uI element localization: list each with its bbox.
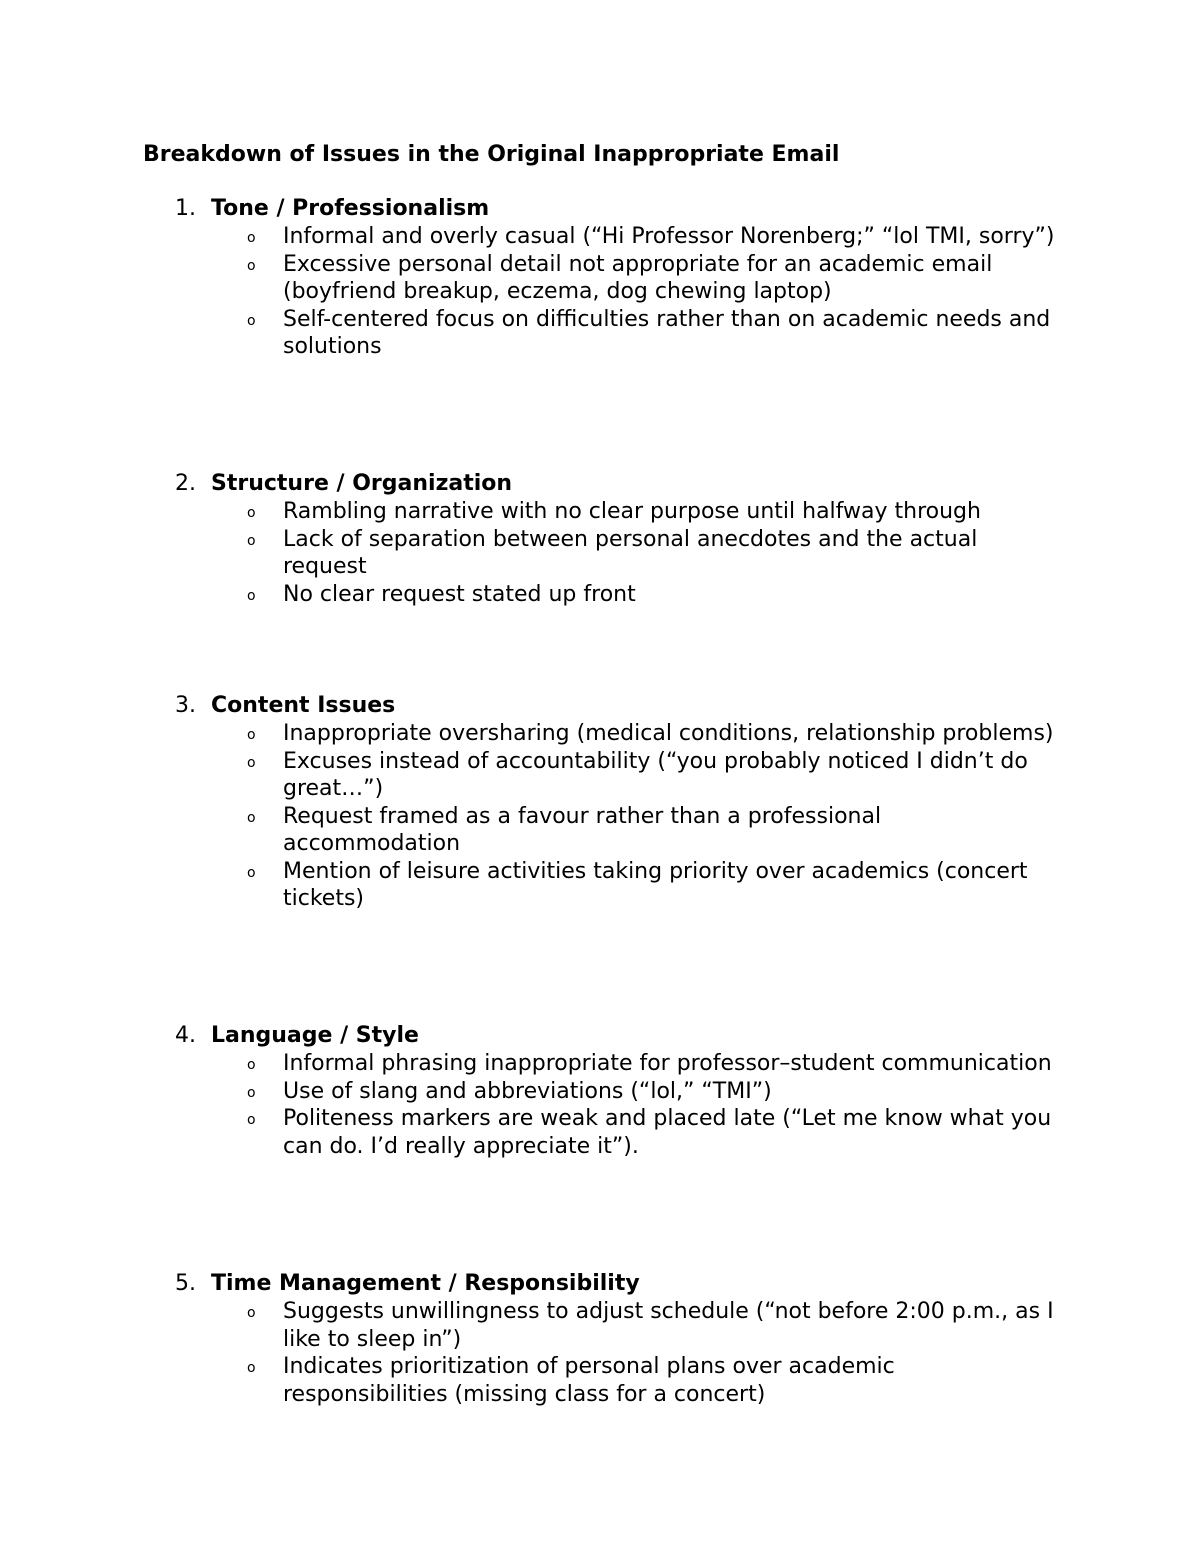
section-heading <box>175 1022 1075 1050</box>
bullet-text: Use of slang and abbreviations (“lol,” “TMI”) <box>283 1078 772 1104</box>
section-number: 2. <box>175 471 196 496</box>
list-item <box>175 720 1075 748</box>
list-item <box>175 858 1075 913</box>
list-item <box>175 1298 1075 1353</box>
section-heading <box>175 692 1075 720</box>
list-item <box>175 1105 1075 1160</box>
bullet-list <box>175 1050 1075 1160</box>
bullet-text: Self-centered focus on difficulties rather than on academic needs and solutions <box>283 306 1051 359</box>
section-title: Structure / Organization <box>211 471 513 496</box>
bullet-list <box>175 223 1075 361</box>
section-content-issues <box>175 692 1075 913</box>
section-title: Content Issues <box>211 693 396 718</box>
bullet-text: No clear request stated up front <box>283 581 636 607</box>
bullet-text: Lack of separation between personal anecdotes and the actual request <box>283 526 978 579</box>
bullet-text: Politeness markers are weak and placed late (“Let me know what you can do. I’d really appreciate it”). <box>283 1106 1052 1159</box>
list-item <box>175 581 1075 609</box>
section-title: Language / Style <box>211 1023 419 1048</box>
section-language-style <box>175 1022 1075 1160</box>
list-item <box>175 1353 1075 1408</box>
list-item <box>175 223 1075 251</box>
bullet-marker-icon: o <box>247 754 256 771</box>
bullet-marker-icon: o <box>247 230 256 246</box>
bullet-text: Excessive personal detail not appropriate for an academic email (boyfriend breakup, eczema, dog chewing laptop) <box>283 251 993 304</box>
section-number: 3. <box>175 693 196 718</box>
bullet-marker-icon: o <box>247 257 256 274</box>
bullet-marker-icon: o <box>247 312 256 329</box>
section-number: 5. <box>175 1271 196 1296</box>
section-number: 1. <box>175 196 196 221</box>
bullet-text: Excuses instead of accountability (“you probably noticed I didn’t do great…”) <box>283 748 1028 801</box>
document-title: Breakdown of Issues in the Original Inappropriate Email <box>143 142 840 167</box>
bullet-text: Rambling narrative with no clear purpose until halfway through <box>283 499 981 524</box>
section-heading <box>175 1270 1075 1298</box>
bullet-list <box>175 498 1075 608</box>
section-heading <box>175 470 1075 498</box>
section-title: Time Management / Responsibility <box>211 1271 640 1296</box>
bullet-marker-icon: o <box>247 1112 256 1128</box>
bullet-marker-icon: o <box>247 1057 256 1073</box>
bullet-marker-icon: o <box>247 532 256 549</box>
section-structure-organization <box>175 470 1075 608</box>
bullet-marker-icon: o <box>247 587 256 604</box>
list-item <box>175 803 1075 858</box>
bullet-text: Suggests unwillingness to adjust schedule (“not before 2:00 p.m., as I like to sleep in”) <box>283 1299 1054 1352</box>
list-item <box>175 498 1075 526</box>
list-item <box>175 526 1075 581</box>
section-number: 4. <box>175 1023 196 1048</box>
bullet-marker-icon: o <box>247 505 256 521</box>
list-item <box>175 1078 1075 1106</box>
bullet-list <box>175 1298 1075 1408</box>
bullet-marker-icon: o <box>247 1305 256 1321</box>
bullet-text: Informal and overly casual (“Hi Professor Norenberg;” “lol TMI, sorry”) <box>283 224 1055 249</box>
bullet-list <box>175 720 1075 913</box>
list-item <box>175 1050 1075 1078</box>
bullet-marker-icon: o <box>247 864 256 881</box>
list-item <box>175 251 1075 306</box>
bullet-text: Mention of leisure activities taking priority over academics (concert tickets) <box>283 858 1028 911</box>
section-title: Tone / Professionalism <box>211 196 490 221</box>
bullet-text: Inappropriate oversharing (medical conditions, relationship problems) <box>283 721 1054 746</box>
bullet-marker-icon: o <box>247 809 256 826</box>
list-item <box>175 306 1075 361</box>
bullet-text: Indicates prioritization of personal plans over academic responsibilities (missing class for a concert) <box>283 1354 895 1407</box>
bullet-text: Informal phrasing inappropriate for professor–student communication <box>283 1051 1052 1076</box>
section-heading <box>175 195 1075 223</box>
bullet-text: Request framed as a favour rather than a professional accommodation <box>283 803 882 856</box>
section-time-management-responsibility <box>175 1270 1075 1408</box>
bullet-marker-icon: o <box>247 1084 256 1101</box>
list-item <box>175 748 1075 803</box>
bullet-marker-icon: o <box>247 1360 256 1376</box>
section-tone-professionalism <box>175 195 1075 361</box>
bullet-marker-icon: o <box>247 727 256 743</box>
